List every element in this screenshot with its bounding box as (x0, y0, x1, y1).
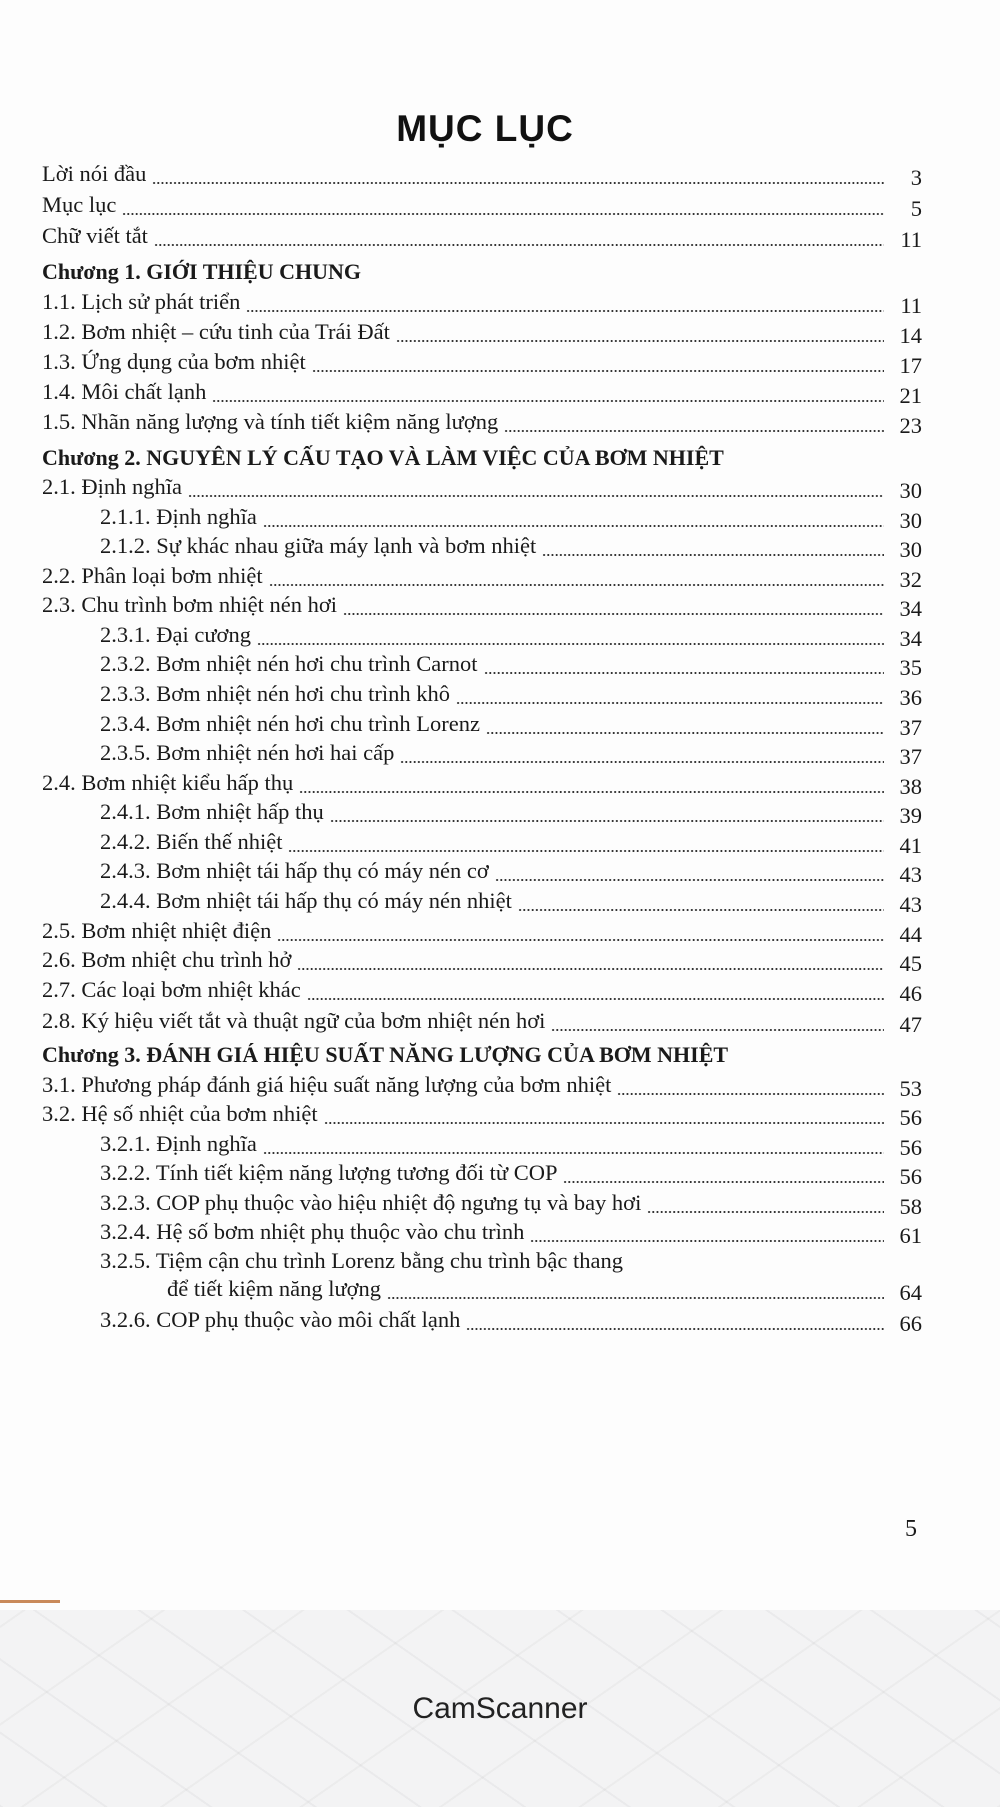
toc-entry-page: 11 (900, 293, 922, 318)
toc-entry (100, 827, 922, 857)
toc-entry-page: 66 (899, 1311, 922, 1336)
page-title: MỤC LỤC (396, 108, 574, 149)
toc-entry-page: 34 (899, 596, 922, 621)
toc-entry-label: 2.4. Bơm nhiệt kiểu hấp thụ (42, 770, 294, 795)
toc-chapter-heading (42, 1040, 922, 1070)
toc-entry-page: 43 (899, 862, 922, 887)
toc-entry-page: 30 (899, 478, 922, 503)
toc-entry-label: 2.4.3. Bơm nhiệt tái hấp thụ có máy nén cơ (100, 858, 489, 883)
toc-entry-page: 47 (899, 1012, 922, 1037)
toc-entry-page: 56 (899, 1135, 922, 1160)
dot-leader (343, 613, 884, 615)
toc-entry-label: 2.1.1. Định nghĩa (100, 504, 257, 529)
toc-entry-label: 2.4.2. Biến thế nhiệt (100, 829, 283, 854)
toc-entry-label: 2.2. Phân loại bơm nhiệt (42, 563, 263, 588)
toc-entry (100, 1188, 922, 1218)
toc-entry-label: 2.3.5. Bơm nhiệt nén hơi hai cấp (100, 740, 395, 765)
toc-entry (42, 317, 922, 347)
toc-entry (42, 916, 922, 946)
dot-leader (456, 702, 884, 704)
toc-entry (100, 502, 922, 532)
toc-entry-label: 2.1. Định nghĩa (42, 474, 182, 499)
dot-leader (246, 310, 884, 312)
toc-entry-page: 17 (899, 353, 922, 378)
dot-leader (484, 672, 884, 674)
toc-entry-page: 58 (899, 1194, 922, 1219)
camscanner-logo: CamScanner (412, 1692, 588, 1725)
dot-leader (647, 1211, 884, 1213)
scanner-footer (0, 1610, 1000, 1807)
toc-entry-page: 23 (899, 413, 922, 438)
dot-leader (387, 1297, 884, 1299)
toc-entry-label: để tiết kiệm năng lượng (167, 1276, 382, 1301)
toc-entry (42, 1006, 922, 1036)
toc-entry-label: 1.4. Môi chất lạnh (42, 379, 207, 404)
toc-entry (100, 679, 922, 709)
toc-entry-label: 2.3.3. Bơm nhiệt nén hơi chu trình khô (100, 681, 451, 706)
toc-entry (42, 407, 922, 437)
dot-leader (312, 370, 884, 372)
dot-leader (152, 182, 884, 184)
toc-entry-label: 3.2.1. Định nghĩa (100, 1131, 257, 1156)
dot-leader (212, 400, 884, 402)
toc-entry (42, 377, 922, 407)
toc-entry-page: 56 (899, 1105, 922, 1130)
toc-entry (42, 768, 922, 798)
toc-entry-page: 34 (899, 626, 922, 651)
toc-entry-page: 21 (899, 383, 922, 408)
toc-entry-label: 3.2.5. Tiệm cận chu trình Lorenz bằng chu trình bậc thang (100, 1248, 624, 1273)
toc-entry (167, 1274, 922, 1304)
dot-leader (504, 430, 884, 432)
toc-entry (42, 159, 922, 189)
toc-entry (42, 975, 922, 1005)
dot-leader (330, 820, 884, 822)
toc-entry (42, 945, 922, 975)
toc-entry-page: 41 (899, 833, 922, 858)
dot-leader (324, 1122, 884, 1124)
toc-entry-label: Chương 2. NGUYÊN LÝ CẤU TẠO VÀ LÀM VIỆC CỦA BƠM NHIỆT (42, 445, 724, 470)
toc-entry-label: 2.3.2. Bơm nhiệt nén hơi chu trình Carnot (100, 651, 478, 676)
toc-entry-label: 3.2. Hệ số nhiệt của bơm nhiệt (42, 1101, 318, 1126)
toc-entry-label: 1.2. Bơm nhiệt – cứu tinh của Trái Đất (42, 319, 390, 344)
toc-entry-label: 2.8. Ký hiệu viết tắt và thuật ngữ của bơm nhiệt nén hơi (42, 1008, 546, 1033)
dot-leader (617, 1093, 884, 1095)
dot-leader (122, 213, 884, 215)
toc-entry (100, 1129, 922, 1159)
toc-entry-page: 39 (899, 803, 922, 828)
toc-entry-page: 11 (900, 227, 922, 252)
toc-entry-label: 1.3. Ứng dụng của bơm nhiệt (42, 349, 306, 374)
toc-entry-label: 1.5. Nhãn năng lượng và tính tiết kiệm năng lượng (42, 409, 499, 434)
toc-entry-page: 44 (899, 922, 922, 947)
dot-leader (466, 1328, 884, 1330)
dot-leader (307, 998, 884, 1000)
toc-entry-label: 2.4.1. Bơm nhiệt hấp thụ (100, 799, 324, 824)
dot-leader (530, 1240, 884, 1242)
toc-entry-label: 2.3. Chu trình bơm nhiệt nén hơi (42, 592, 338, 617)
toc-entry (100, 531, 922, 561)
toc-entry (100, 1246, 922, 1276)
toc-entry (42, 590, 922, 620)
toc-entry-page: 5 (910, 196, 922, 221)
toc-entry (42, 561, 922, 591)
toc-entry-page: 3 (910, 165, 922, 190)
dot-leader (495, 879, 884, 881)
toc-chapter-heading (42, 257, 922, 287)
toc-entry-label: 2.4.4. Bơm nhiệt tái hấp thụ có máy nén nhiệt (100, 888, 512, 913)
toc-entry-page: 37 (899, 715, 922, 740)
toc-entry (100, 620, 922, 650)
dot-leader (551, 1029, 884, 1031)
toc-entry-page: 46 (899, 981, 922, 1006)
dot-leader (288, 850, 884, 852)
dot-leader (400, 761, 884, 763)
toc-entry (100, 856, 922, 886)
toc-entry-page: 53 (899, 1076, 922, 1101)
toc-entry-page: 61 (899, 1223, 922, 1248)
toc-entry-page: 37 (899, 744, 922, 769)
toc-entry-label: 3.2.4. Hệ số bơm nhiệt phụ thuộc vào chu trình (100, 1219, 525, 1244)
toc-entry-page: 14 (899, 323, 922, 348)
dot-leader (263, 525, 884, 527)
page-number: 5 (905, 1516, 917, 1542)
toc-entry (42, 190, 922, 220)
page-edge (0, 1600, 60, 1603)
toc-entry-label: 2.1.2. Sự khác nhau giữa máy lạnh và bơm nhiệt (100, 533, 537, 558)
dot-leader (518, 909, 884, 911)
dot-leader (263, 1152, 884, 1154)
toc-entry-label: 2.7. Các loại bơm nhiệt khác (42, 977, 301, 1002)
toc-entry (100, 1217, 922, 1247)
toc-entry-page: 43 (899, 892, 922, 917)
dot-leader (396, 340, 884, 342)
toc-entry-label: 1.1. Lịch sử phát triển (42, 289, 241, 314)
toc-entry (42, 472, 922, 502)
toc-entry-page: 64 (899, 1280, 922, 1305)
toc-entry-label: 3.2.2. Tính tiết kiệm năng lượng tương đối từ COP (100, 1160, 558, 1185)
dot-leader (486, 732, 884, 734)
toc-entry-label: Chữ viết tắt (42, 223, 148, 248)
toc-entry (100, 1305, 922, 1335)
dot-leader (188, 495, 884, 497)
dot-leader (277, 939, 884, 941)
toc-entry-label: 2.3.1. Đại cương (100, 622, 251, 647)
toc-entry (42, 221, 922, 251)
toc-entry-label: Chương 3. ĐÁNH GIÁ HIỆU SUẤT NĂNG LƯỢNG CỦA BƠM NHIỆT (42, 1042, 729, 1067)
dot-leader (257, 643, 884, 645)
toc-entry-page: 38 (899, 774, 922, 799)
toc-chapter-heading (42, 443, 922, 473)
toc-entry-label: 2.6. Bơm nhiệt chu trình hở (42, 947, 292, 972)
toc-entry-page: 30 (899, 537, 922, 562)
toc-entry (42, 347, 922, 377)
toc-entry-label: Chương 1. GIỚI THIỆU CHUNG (42, 259, 361, 284)
dot-leader (297, 968, 884, 970)
toc-entry-page: 56 (899, 1164, 922, 1189)
toc-entry-page: 35 (899, 655, 922, 680)
toc-entry (100, 738, 922, 768)
toc-entry (100, 886, 922, 916)
toc-entry (100, 649, 922, 679)
toc-entry-page: 45 (899, 951, 922, 976)
dot-leader (563, 1181, 884, 1183)
toc-entry-label: 3.2.3. COP phụ thuộc vào hiệu nhiệt độ ngưng tụ và bay hơi (100, 1190, 642, 1215)
toc-entry-label: Lời nói đầu (42, 161, 147, 186)
dot-leader (154, 244, 884, 246)
toc-entry-label: 2.5. Bơm nhiệt nhiệt điện (42, 918, 272, 943)
toc-entry-page: 32 (899, 567, 922, 592)
toc-entry-label: 3.2.6. COP phụ thuộc vào môi chất lạnh (100, 1307, 461, 1332)
toc-entry-page: 30 (899, 508, 922, 533)
toc-entry (42, 1070, 922, 1100)
toc-entry-page: 36 (899, 685, 922, 710)
toc-entry (42, 287, 922, 317)
toc-entry-label: 2.3.4. Bơm nhiệt nén hơi chu trình Lorenz (100, 711, 480, 736)
toc-entry-label: Mục lục (42, 192, 117, 217)
toc-entry (100, 709, 922, 739)
dot-leader (299, 791, 884, 793)
dot-leader (269, 584, 884, 586)
toc-entry (100, 797, 922, 827)
dot-leader (542, 554, 884, 556)
toc-entry (42, 1099, 922, 1129)
toc-entry-label: 3.1. Phương pháp đánh giá hiệu suất năng lượng của bơm nhiệt (42, 1072, 612, 1097)
toc-entry (100, 1158, 922, 1188)
